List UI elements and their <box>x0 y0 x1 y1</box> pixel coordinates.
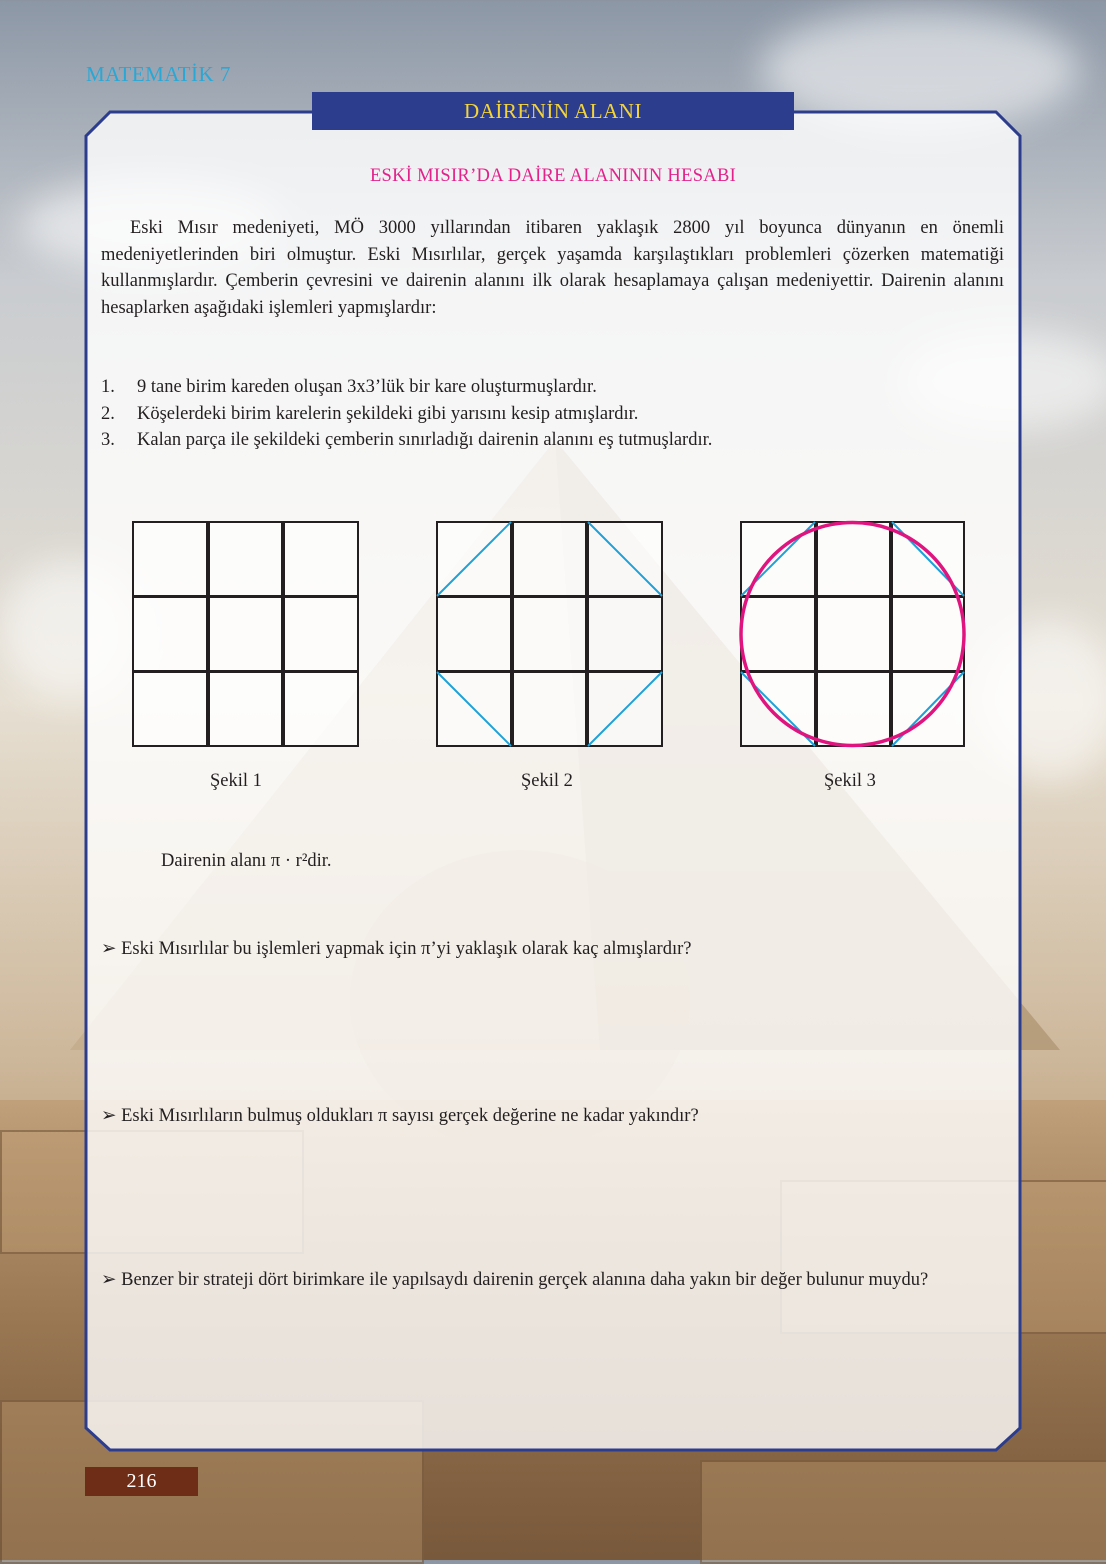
step-number: 3. <box>101 430 115 450</box>
step-number: 1. <box>101 377 115 397</box>
intro-paragraph: Eski Mısır medeniyeti, MÖ 3000 yıllarından itibaren yaklaşık 2800 yıl boyunca dünyanın en önemli medeniyetlerinden biri olmuştur. Eski Mısırlılar, gerçek yaşamda karşılaştıkları problemleri çözerken matematiği kullanmışlardır. Çemberin çevresini ve dairenin alanını ilk olarak hesaplamaya çalışan medeniyettir. Dairenin alanını hesaplarken aşağıdaki işlemleri yapmışlardır: <box>101 218 1004 318</box>
figure-1-grid <box>133 522 358 746</box>
step-number: 2. <box>101 403 115 424</box>
figure-2-caption: Şekil 2 <box>521 771 573 791</box>
question-2: ➢ Eski Mısırlıların bulmuş oldukları π sayısı gerçek değerine ne kadar yakındır? <box>101 1106 699 1126</box>
area-formula: Dairenin alanı π · r²dir. <box>161 851 332 871</box>
step-text: Kalan parça ile şekildeki çemberin sınırladığı dairenin alanını eş tutmuşlardır. <box>137 430 713 450</box>
question-3: ➢ Benzer bir strateji dört birimkare ile yapılsaydı dairenin gerçek alanına daha yakın bir değer bulunur muydu? <box>101 1270 929 1290</box>
page-subtitle: ESKİ MISIR’DA DAİRE ALANININ HESABI <box>369 166 737 186</box>
figure-3-caption: Şekil 3 <box>824 771 876 791</box>
page-number: 216 <box>85 1467 198 1496</box>
step-text: 9 tane birim kareden oluşan 3x3’lük bir kare oluşturmuşlardır. <box>137 377 597 397</box>
book-title: MATEMATİK 7 <box>86 62 231 86</box>
section-banner: DAİRENİN ALANI <box>312 92 794 130</box>
step-text: Köşelerdeki birim karelerin şekildeki gibi yarısını kesip atmışlardır. <box>137 403 639 424</box>
figure-1-caption: Şekil 1 <box>210 771 262 791</box>
question-1: ➢ Eski Mısırlılar bu işlemleri yapmak için π’yi yaklaşık olarak kaç almışlardır? <box>101 939 692 959</box>
figure-2-grid <box>437 522 662 746</box>
